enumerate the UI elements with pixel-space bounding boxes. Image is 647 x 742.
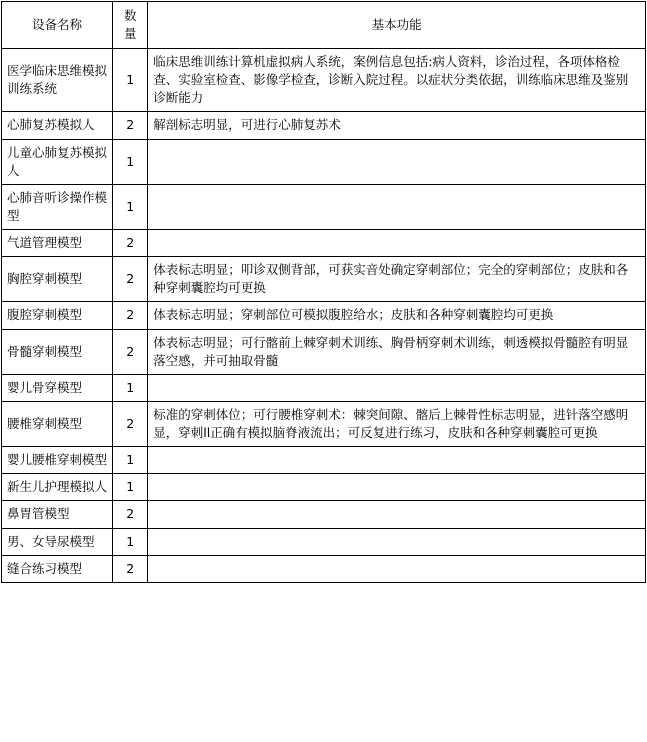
column-header-name: 设备名称 — [2, 2, 113, 49]
table-row — [2, 474, 646, 501]
table-row — [2, 49, 646, 112]
equipment-name: 男、女导尿模型 — [2, 528, 113, 555]
column-header-quantity: 数量 — [113, 2, 148, 49]
equipment-quantity: 1 — [113, 49, 148, 112]
equipment-name: 心肺音听诊操作模型 — [2, 184, 113, 229]
equipment-function — [148, 447, 646, 474]
equipment-function — [148, 501, 646, 528]
equipment-quantity: 2 — [113, 302, 148, 329]
table-row — [2, 401, 646, 446]
equipment-name: 新生儿护理模拟人 — [2, 474, 113, 501]
equipment-quantity: 1 — [113, 447, 148, 474]
equipment-name: 腰椎穿刺模型 — [2, 401, 113, 446]
equipment-function — [148, 555, 646, 582]
equipment-function: 体表标志明显；穿刺部位可模拟腹腔给水；皮肤和各种穿刺囊腔均可更换 — [148, 302, 646, 329]
equipment-name: 鼻胃管模型 — [2, 501, 113, 528]
table-row — [2, 329, 646, 374]
table-header-row — [2, 2, 646, 49]
equipment-function: 体表标志明显；可行髂前上棘穿刺术训练、胸骨柄穿刺术训练，刺透模拟骨髓腔有明显落空感，并可抽取骨髓 — [148, 329, 646, 374]
table-row — [2, 374, 646, 401]
equipment-name: 胸腔穿刺模型 — [2, 257, 113, 302]
equipment-quantity: 1 — [113, 528, 148, 555]
equipment-name: 心肺复苏模拟人 — [2, 112, 113, 139]
table-row — [2, 257, 646, 302]
equipment-quantity: 2 — [113, 329, 148, 374]
equipment-quantity: 2 — [113, 230, 148, 257]
equipment-function: 解剖标志明显，可进行心肺复苏术 — [148, 112, 646, 139]
equipment-name: 腹腔穿刺模型 — [2, 302, 113, 329]
equipment-function: 体表标志明显；叩诊双侧背部，可获实音处确定穿刺部位；完全的穿刺部位；皮肤和各种穿刺囊腔均可更换 — [148, 257, 646, 302]
equipment-function — [148, 184, 646, 229]
table-row — [2, 302, 646, 329]
equipment-function — [148, 230, 646, 257]
table-row — [2, 528, 646, 555]
equipment-name: 缝合练习模型 — [2, 555, 113, 582]
equipment-function — [148, 374, 646, 401]
equipment-function: 临床思维训练计算机虚拟病人系统，案例信息包括:病人资料，诊治过程，各项体格检查、实验室检查、影像学检查，诊断入院过程。以症状分类依据，训练临床思维及鉴别诊断能力 — [148, 49, 646, 112]
table-row — [2, 112, 646, 139]
equipment-name: 婴儿骨穿模型 — [2, 374, 113, 401]
equipment-table — [1, 1, 646, 583]
equipment-name: 婴儿腰椎穿刺模型 — [2, 447, 113, 474]
equipment-quantity: 2 — [113, 257, 148, 302]
column-header-function: 基本功能 — [148, 2, 646, 49]
equipment-function — [148, 474, 646, 501]
equipment-quantity: 2 — [113, 555, 148, 582]
table-row — [2, 501, 646, 528]
equipment-function — [148, 528, 646, 555]
equipment-quantity: 1 — [113, 139, 148, 184]
equipment-quantity: 2 — [113, 112, 148, 139]
equipment-name: 儿童心肺复苏模拟人 — [2, 139, 113, 184]
table-row — [2, 184, 646, 229]
equipment-name: 医学临床思维模拟训练系统 — [2, 49, 113, 112]
table-row — [2, 447, 646, 474]
equipment-function — [148, 139, 646, 184]
equipment-quantity: 1 — [113, 184, 148, 229]
table-body — [2, 49, 646, 583]
equipment-table-container — [0, 1, 647, 583]
table-row — [2, 139, 646, 184]
table-header — [2, 2, 646, 49]
equipment-name: 气道管理模型 — [2, 230, 113, 257]
table-row — [2, 555, 646, 582]
equipment-function: 标准的穿刺体位；可行腰椎穿刺术：棘突间隙、髂后上棘骨性标志明显，进针落空感明显，穿刺ll正确有模拟脑脊液流出；可反复进行练习，皮肤和各种穿刺囊腔可更换 — [148, 401, 646, 446]
equipment-name: 骨髓穿刺模型 — [2, 329, 113, 374]
table-row — [2, 230, 646, 257]
equipment-quantity: 2 — [113, 401, 148, 446]
equipment-quantity: 1 — [113, 374, 148, 401]
equipment-quantity: 1 — [113, 474, 148, 501]
equipment-quantity: 2 — [113, 501, 148, 528]
